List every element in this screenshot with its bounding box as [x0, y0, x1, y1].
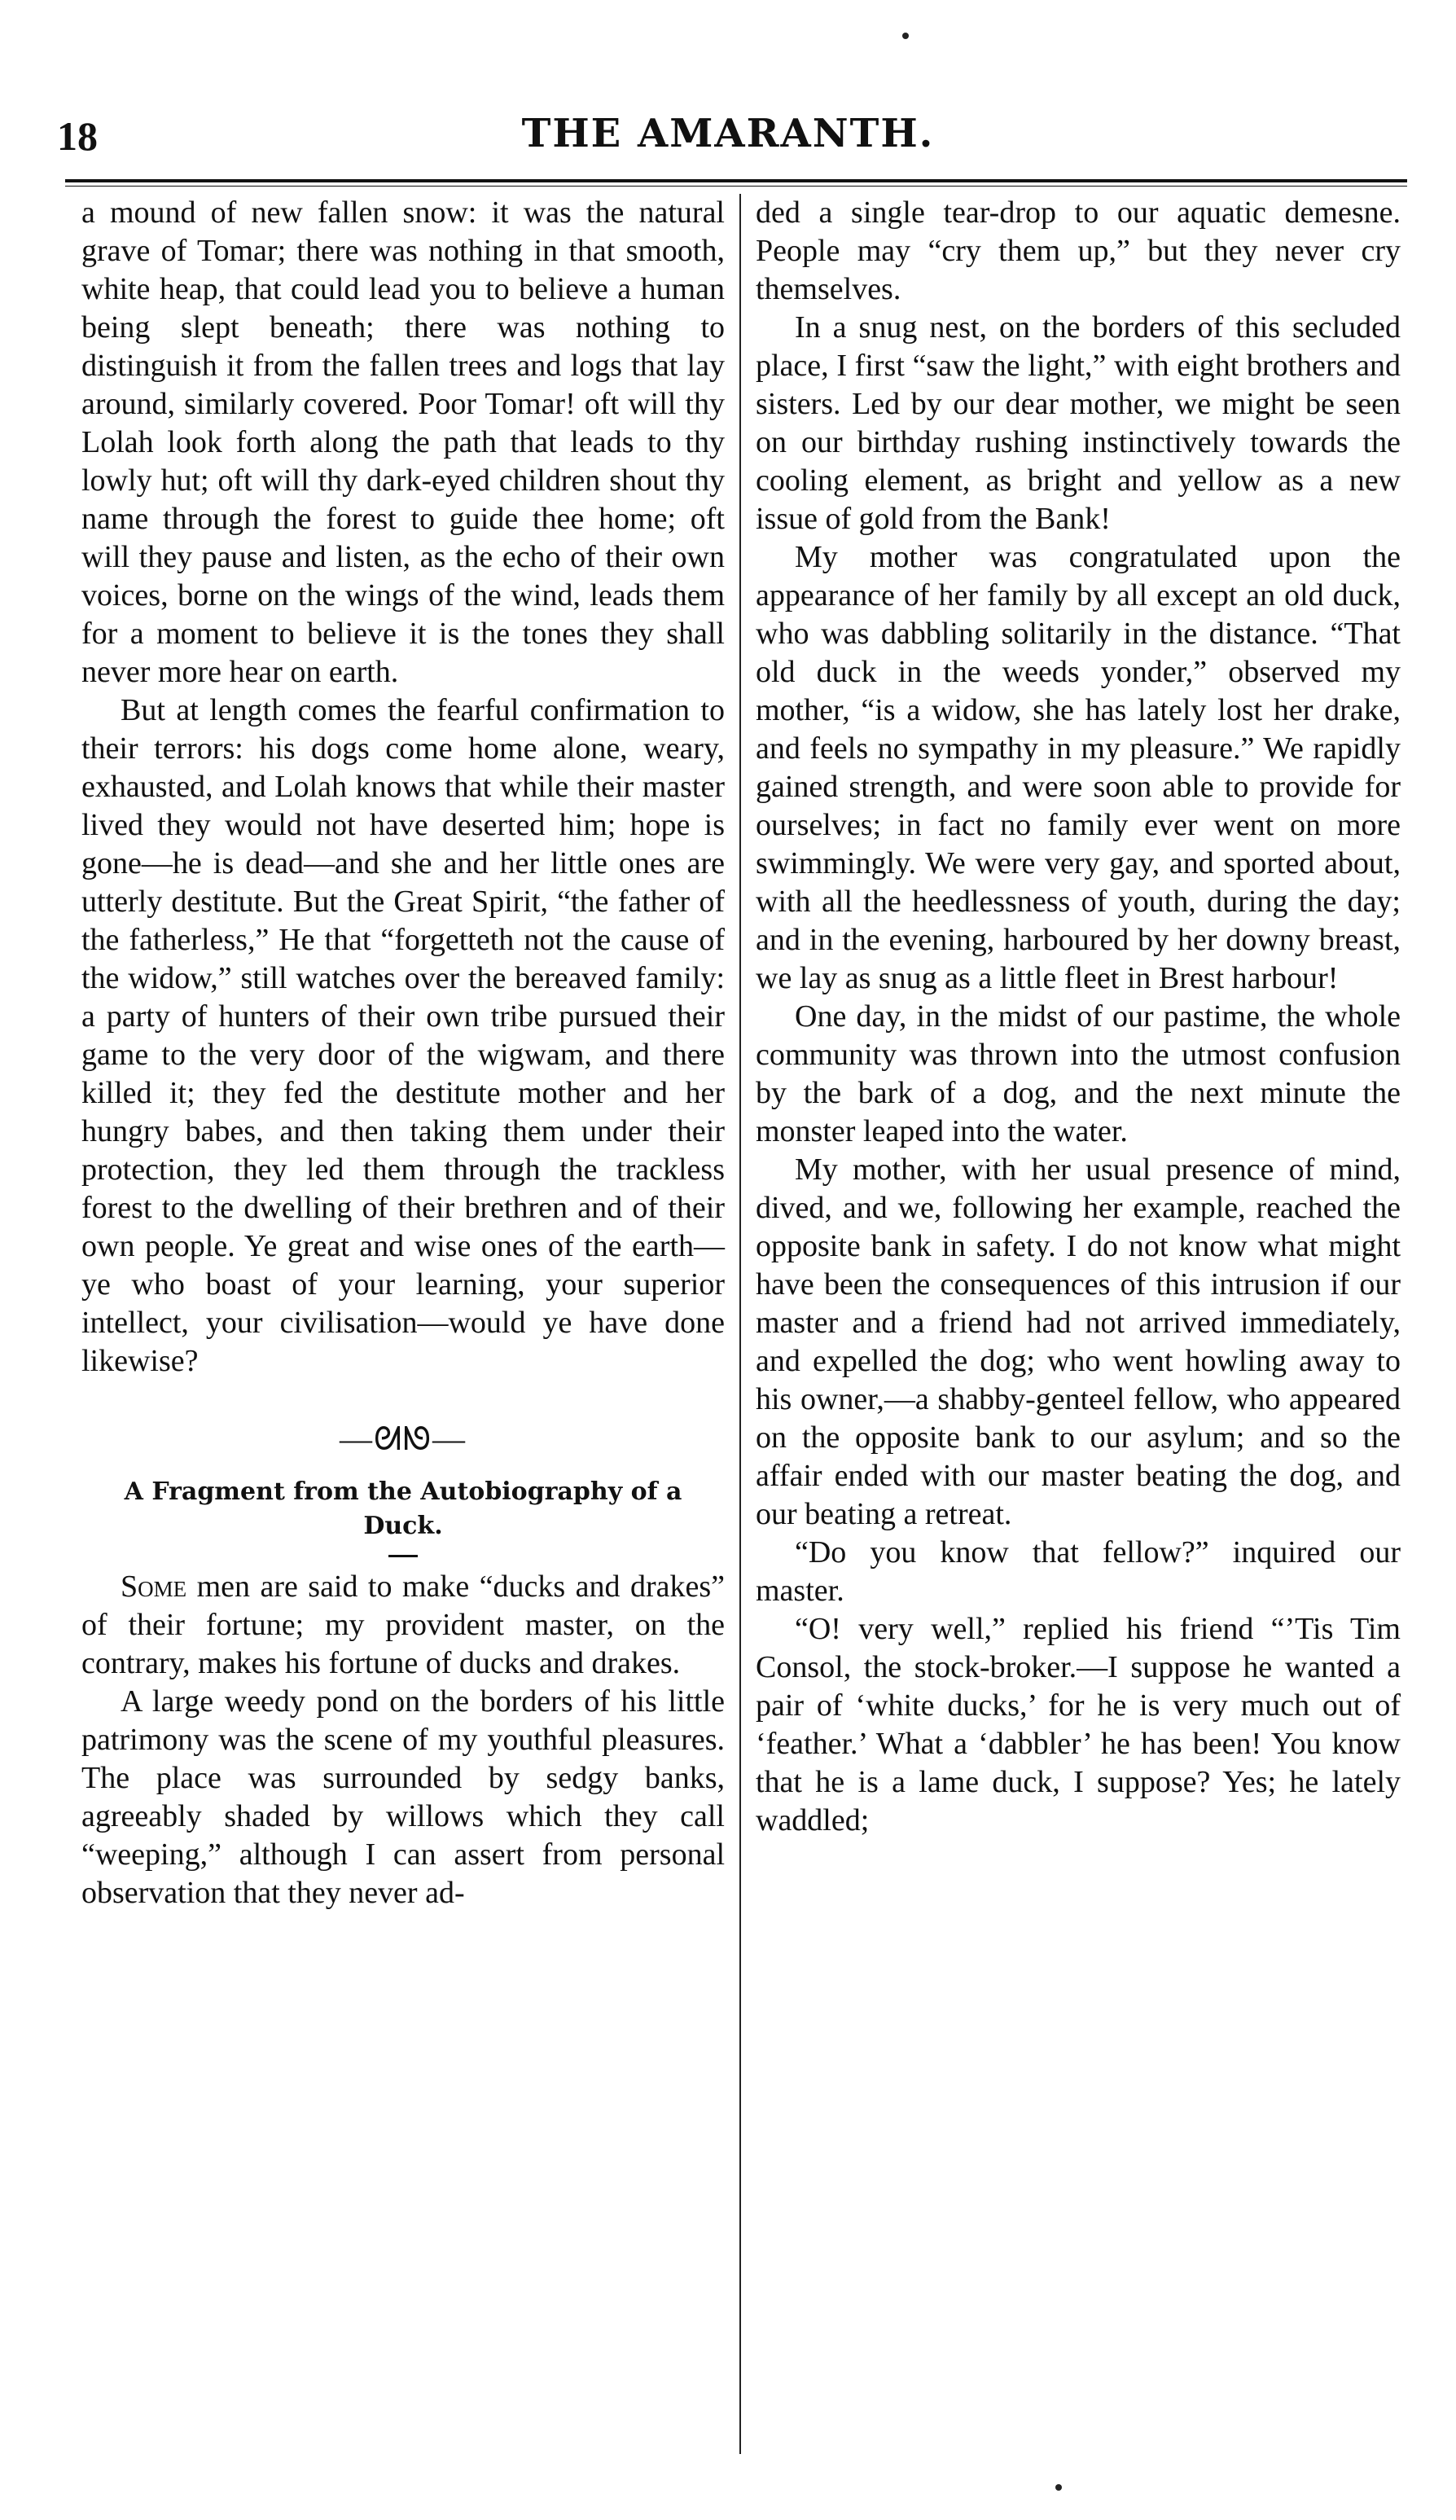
paragraph: But at length comes the fearful confirmation to their terrors: his dogs come home alone, weary, exhausted, and Lolah knows that while their master lived they would not have deserted him; hope is gone—he is dead—and she and her little ones are utterly destitute. But the Great Spirit, “the father of the fatherless,” He that “forgetteth not the cause of the widow,” still watches over the bereaved family: a party of hunters of their own tribe pursued their game to the very door of the wigwam, and there killed it; they fed the destitute mother and her hungry babes, and then taking them under their protection, they led them through the trackless forest to the dwelling of their brethren and of their own people. Ye great and wise ones of the earth—ye who boast of your learning, your superior intellect, your civilisation—would ye have done likewise? [81, 693, 725, 1378]
paragraph: “O! very well,” replied his friend “’Tis Tim Consol, the stock-broker.—I suppose he wanted a pair of ‘white ducks,’ for he is very much out of ‘feather.’ What a ‘dabbler’ he has been! You know that he is a lame duck, I suppose? Yes; he lately waddled; [756, 1612, 1401, 1837]
page-number: 18 [57, 113, 98, 159]
page-header [49, 104, 1407, 169]
right-column [756, 194, 1401, 1840]
drop-word: Some [121, 1570, 187, 1604]
running-title: THE AMARANTH. [521, 111, 935, 156]
paragraph: In a snug nest, on the borders of this secluded place, I first “saw the light,” with eight brothers and sisters. Led by our dear mother, we might be seen on our birthday rushing instinctively towards the cooling element, as bright and yellow as a new issue of gold from the Bank! [756, 310, 1401, 536]
title-dash [81, 1543, 725, 1563]
paragraph: My mother, with her usual presence of mind, dived, and we, following her example, reached the opposite bank in safety. I do not know what might have been the consequences of this intrusion if our master and a friend had not arrived immediately, and expelled the dog; who went howling away to his owner,—a shabby-genteel fellow, who appeared on the opposite bank to our asylum; and so the affair ended with our master beating the dog, and our beating a retreat. [756, 1152, 1401, 1531]
header-rule [65, 179, 1407, 182]
ink-speck [1055, 2484, 1062, 2491]
paragraph-text: men are said to make “ducks and drakes” of their fortune; my provident master, on the contrary, makes his fortune of ducks and drakes. [81, 1570, 725, 1680]
column-divider [739, 194, 741, 2454]
section-title: A Fragment from the Autobiography of a Duck. [124, 1477, 682, 1540]
left-column [81, 194, 725, 1912]
paragraph: One day, in the midst of our pastime, the whole community was thrown into the utmost confusion by the bark of a dog, and the next minute the monster leaped into the water. [756, 999, 1401, 1148]
paragraph: “Do you know that fellow?” inquired our master. [756, 1535, 1401, 1608]
paragraph: ded a single tear-drop to our aquatic demesne. People may “cry them up,” but they never cry themselves. [756, 195, 1401, 306]
paragraph: a mound of new fallen snow: it was the natural grave of Tomar; there was nothing in that smooth, white heap, that could lead you to believe a human being slept beneath; there was nothing to distinguish it from the fallen trees and logs that lay around, similarly covered. Poor Tomar! oft will thy Lolah look forth along the path that leads to thy lowly hut; oft will thy dark-eyed children shout thy name through the forest to guide thee home; oft will they pause and listen, as the echo of their own voices, borne on the wings of the wind, leads them for a moment to believe it is the tones they shall never more hear on earth. [81, 195, 725, 689]
paragraph: My mother was congratulated upon the appearance of her family by all except an old duck, who was dabbling solitarily in the distance. “That old duck in the weeds yonder,” observed my mother, “is a widow, she has lately lost her drake, and feels no sympathy in my pleasure.” We rapidly gained strength, and were soon able to provide for ourselves; in fact no family ever went on more swimmingly. We were very gay, and sported about, with all the heedlessness of youth, during the day; and in the evening, harboured by her downy breast, we lay as snug as a little fleet in Brest harbour! [756, 540, 1401, 995]
section-ornament: —ᘛᘚ— [339, 1420, 467, 1457]
ink-speck [902, 33, 909, 39]
header-rule-thin [65, 186, 1407, 187]
paragraph [81, 1568, 725, 1683]
paragraph: A large weedy pond on the borders of his little patrimony was the scene of my youthful pleasures. The place was surrounded by sedgy banks, agreeably shaded by willows which they call “weeping,” although I can assert from personal observation that they never ad- [81, 1684, 725, 1910]
